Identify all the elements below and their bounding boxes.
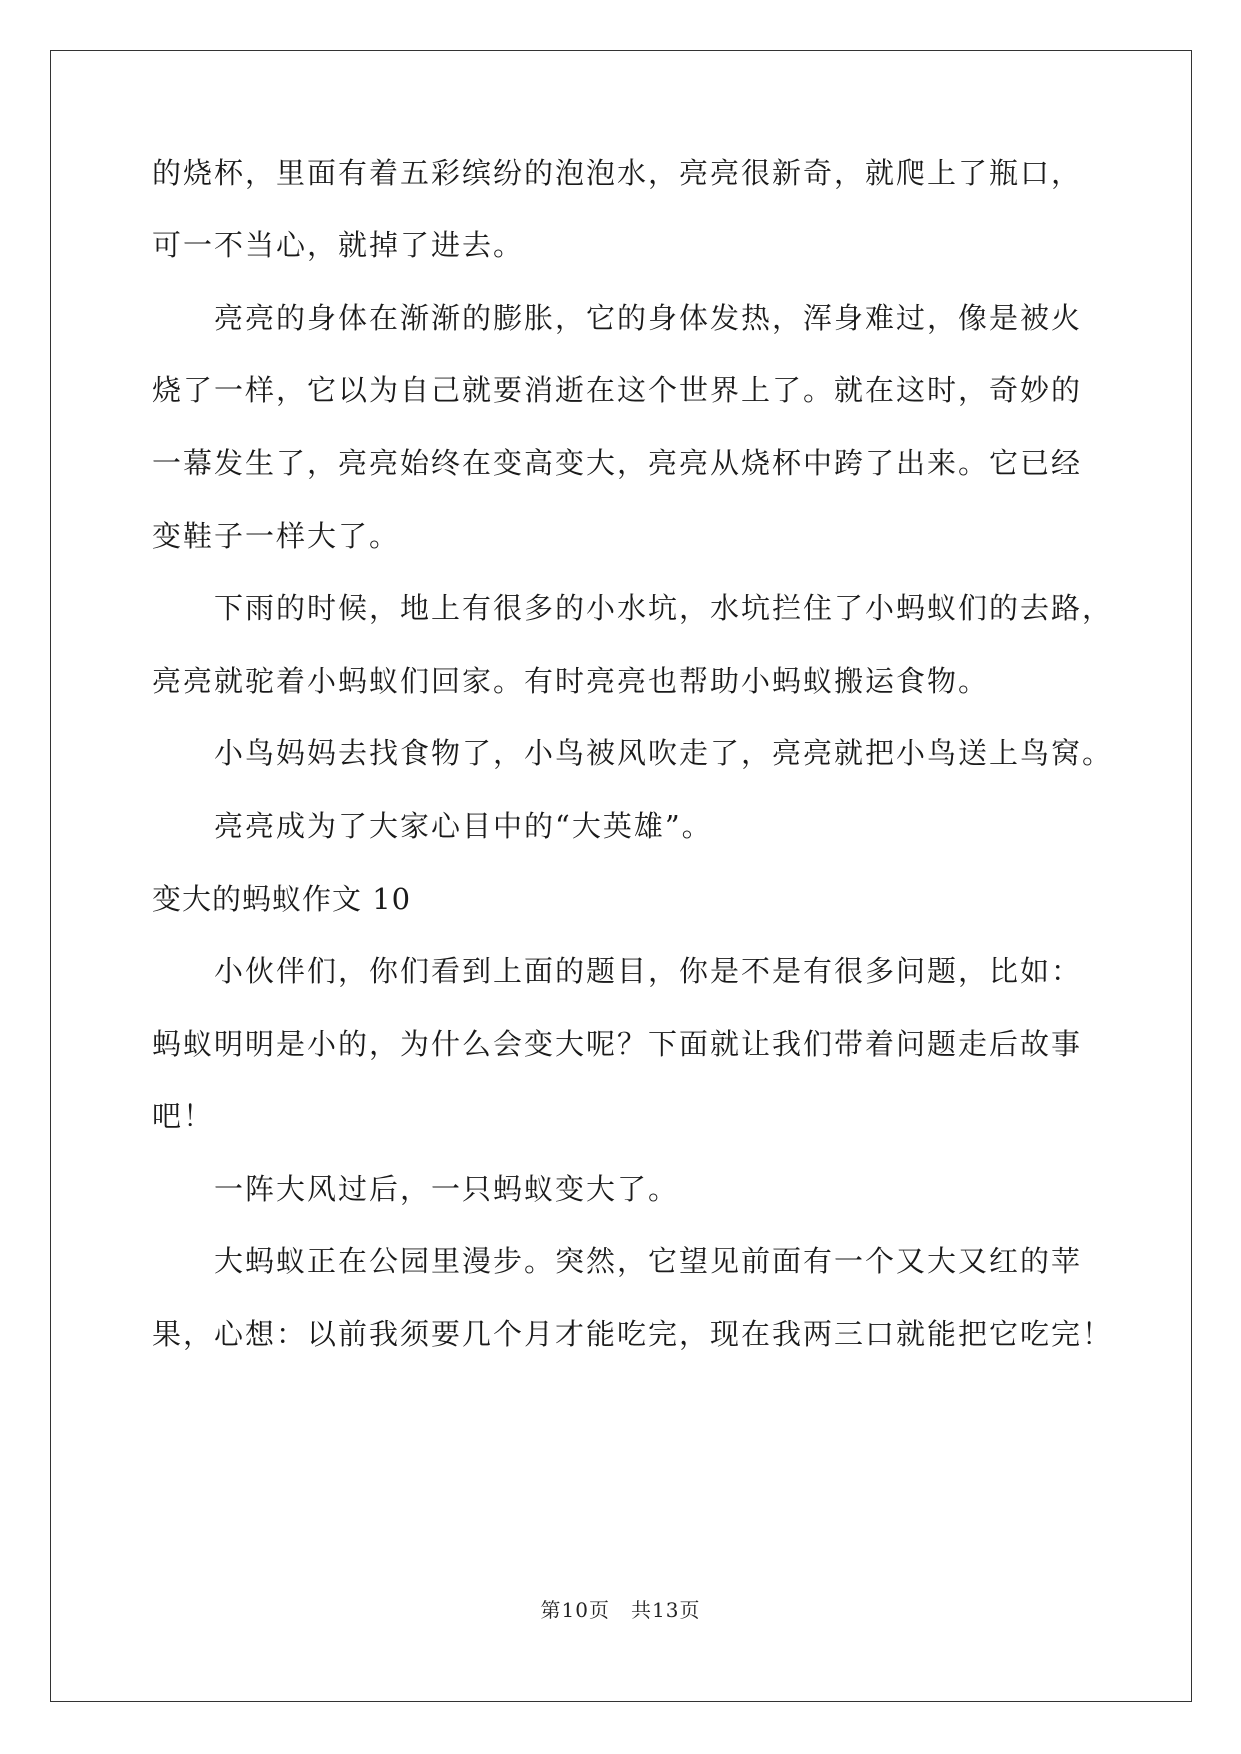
paragraph-line-14: 一阵大风过后，一只蚂蚁变大了。 bbox=[214, 1172, 680, 1206]
paragraph-line-9: 小鸟妈妈去找食物了，小鸟被风吹走了，亮亮就把小鸟送上鸟窝。 bbox=[214, 736, 1114, 770]
paragraph-line-1: 的烧杯，里面有着五彩缤纷的泡泡水，亮亮很新奇，就爬上了瓶口， bbox=[152, 156, 1083, 190]
paragraph-line-16: 果，心想：以前我须要几个月才能吃完，现在我两三口就能把它吃完！ bbox=[152, 1317, 1114, 1351]
paragraph-line-11: 小伙伴们，你们看到上面的题目，你是不是有很多问题，比如： bbox=[214, 954, 1083, 988]
paragraph-line-5: 一幕发生了，亮亮始终在变高变大，亮亮从烧杯中跨了出来。它已经 bbox=[152, 446, 1083, 480]
paragraph-line-13: 吧！ bbox=[152, 1099, 215, 1133]
paragraph-line-7: 下雨的时候，地上有很多的小水坑，水坑拦住了小蚂蚁们的去路， bbox=[214, 591, 1114, 625]
section-heading: 变大的蚂蚁作文 10 bbox=[152, 882, 412, 916]
paragraph-line-10: 亮亮成为了大家心目中的“大英雄”。 bbox=[214, 809, 713, 843]
paragraph-line-4: 烧了一样，它以为自己就要消逝在这个世界上了。就在这时，奇妙的 bbox=[152, 373, 1083, 407]
page-number-footer: 第10页 共13页 bbox=[540, 1598, 701, 1622]
paragraph-line-8: 亮亮就驼着小蚂蚁们回家。有时亮亮也帮助小蚂蚁搬运食物。 bbox=[152, 664, 990, 698]
paragraph-line-12: 蚂蚁明明是小的，为什么会变大呢？下面就让我们带着问题走后故事 bbox=[152, 1027, 1083, 1061]
paragraph-line-15: 大蚂蚁正在公园里漫步。突然，它望见前面有一个又大又红的苹 bbox=[214, 1244, 1083, 1278]
paragraph-line-3: 亮亮的身体在渐渐的膨胀，它的身体发热，浑身难过，像是被火 bbox=[214, 301, 1083, 335]
paragraph-line-6: 变鞋子一样大了。 bbox=[152, 519, 401, 553]
paragraph-line-2: 可一不当心，就掉了进去。 bbox=[152, 228, 525, 262]
